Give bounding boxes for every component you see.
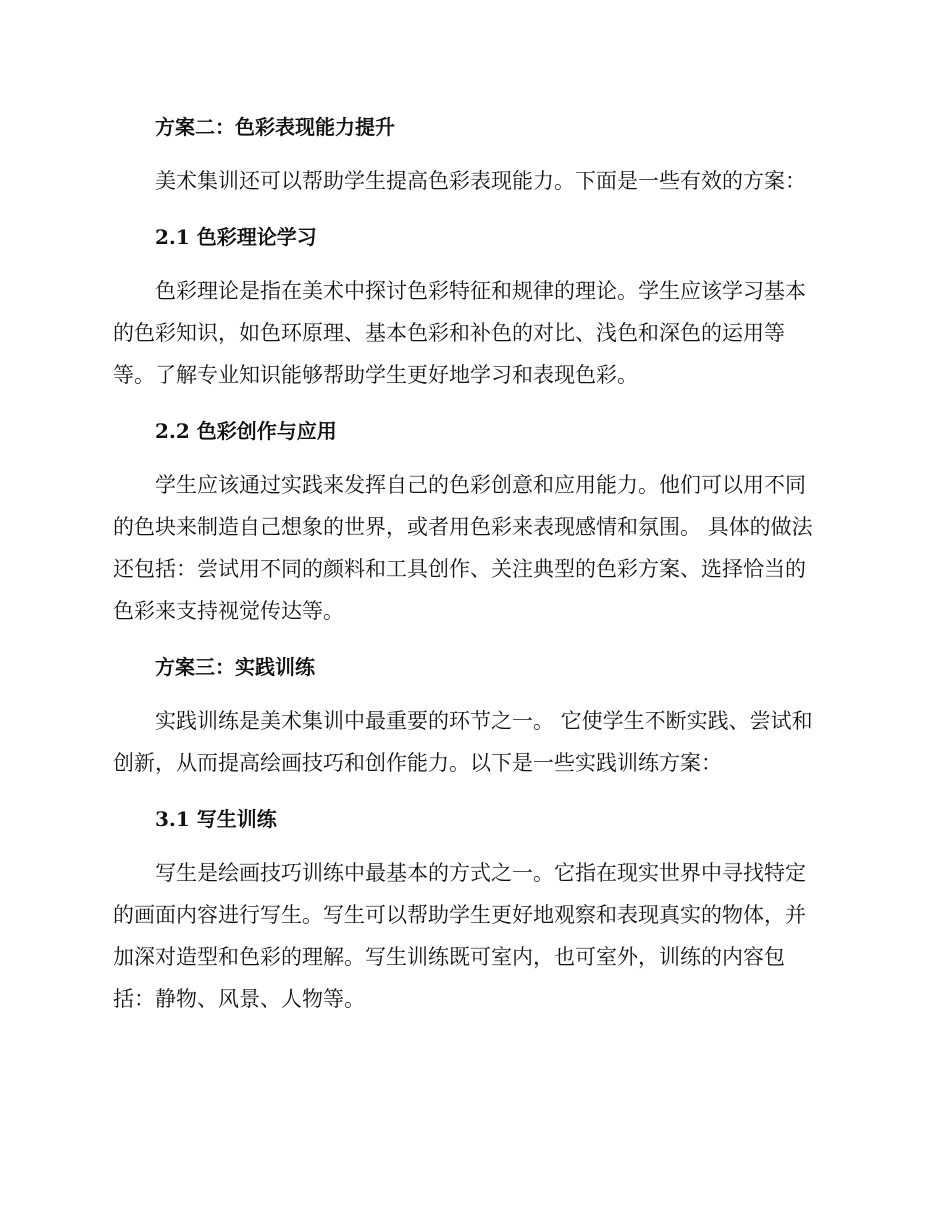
paragraph-line: 色彩理论是指在美术中探讨色彩特征和规律的理论。学生应该学习基本 xyxy=(155,279,806,303)
paragraph-line: 写生是绘画技巧训练中最基本的方式之一。它指在现实世界中寻找特定 xyxy=(155,861,806,885)
paragraph-practice-intro xyxy=(113,700,837,784)
paragraph-line: 加深对造型和色彩的理解。写生训练既可室内，也可室外，训练的内容包 xyxy=(113,945,785,969)
paragraph-line: 实践训练是美术集训中最重要的环节之一。 它使学生不断实践、尝试和 xyxy=(155,709,813,733)
paragraph-line: 色彩来支持视觉传达等。 xyxy=(113,599,344,623)
paragraph-color-creation xyxy=(113,464,837,632)
paragraph-line: 还包括：尝试用不同的颜料和工具创作、关注典型的色彩方案、选择恰当的 xyxy=(113,557,806,581)
paragraph-line: 的色彩知识，如色环原理、基本色彩和补色的对比、浅色和深色的运用等 xyxy=(113,321,785,345)
section-heading-scheme-2: 方案二：色彩表现能力提升 xyxy=(155,115,395,139)
subsection-heading-3-1: 3.1 写生训练 xyxy=(155,807,277,831)
paragraph-sketching xyxy=(113,852,837,1020)
paragraph-line: 美术集训还可以帮助学生提高色彩表现能力。下面是一些有效的方案： xyxy=(155,169,806,193)
subsection-heading-2-1: 2.1 色彩理论学习 xyxy=(155,225,317,249)
paragraph-line: 括：静物、风景、人物等。 xyxy=(113,987,365,1011)
paragraph-line: 学生应该通过实践来发挥自己的色彩创意和应用能力。他们可以用不同 xyxy=(155,473,806,497)
paragraph-line: 等。了解专业知识能够帮助学生更好地学习和表现色彩。 xyxy=(113,363,638,387)
paragraph-line: 的色块来制造自己想象的世界，或者用色彩来表现感情和氛围。 具体的做法 xyxy=(113,515,813,539)
paragraph-line: 的画面内容进行写生。写生可以帮助学生更好地观察和表现真实的物体，并 xyxy=(113,903,806,927)
paragraph-scheme-2-intro xyxy=(113,160,837,202)
paragraph-line: 创新，从而提高绘画技巧和创作能力。以下是一些实践训练方案： xyxy=(113,751,722,775)
subsection-heading-2-2: 2.2 色彩创作与应用 xyxy=(155,419,337,443)
section-heading-scheme-3: 方案三：实践训练 xyxy=(155,655,315,679)
paragraph-color-theory xyxy=(113,270,837,396)
